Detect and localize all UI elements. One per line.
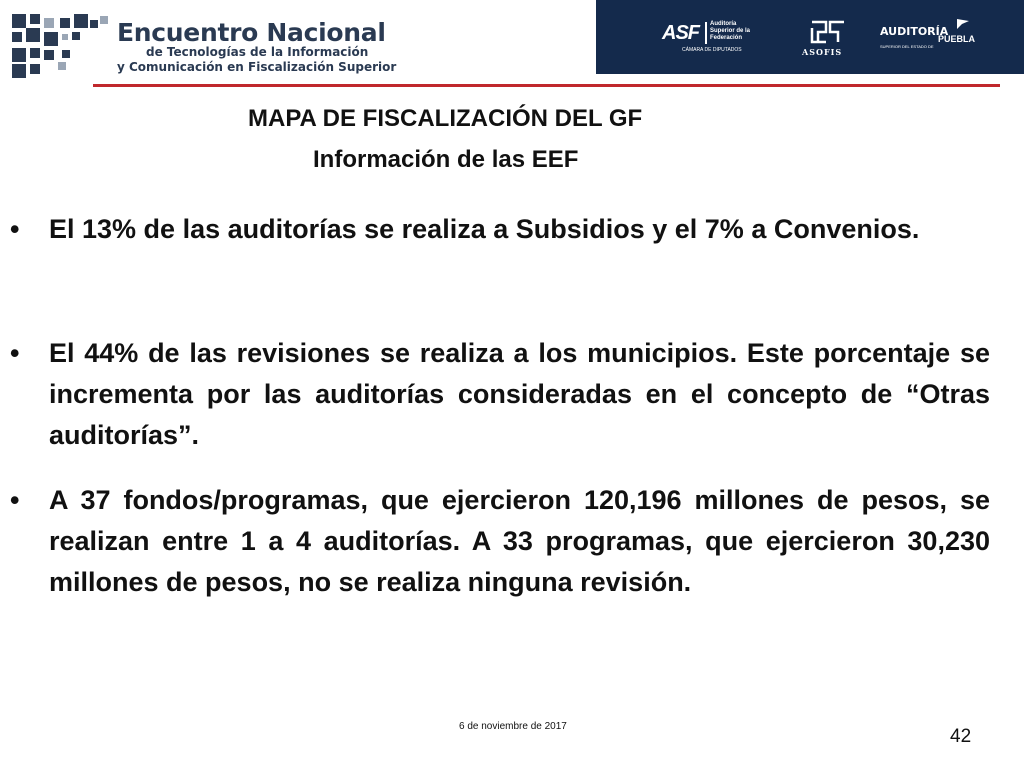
- event-title: Encuentro Nacional: [117, 18, 386, 47]
- asofis-label: ASOFIS: [802, 47, 843, 57]
- auditoria-sublabel: SUPERIOR DEL ESTADO DE: [880, 44, 934, 49]
- asofis-emblem-icon: [808, 18, 848, 46]
- bullet-marker: •: [10, 338, 20, 368]
- auditoria-label: AUDITORÍA: [880, 25, 949, 38]
- slide-title: MAPA DE FISCALIZACIÓN DEL GF: [248, 105, 643, 132]
- asf-chamber: CÁMARA DE DIPUTADOS: [682, 47, 742, 53]
- header-divider: [93, 84, 1000, 87]
- slide-subtitle: Información de las EEF: [313, 146, 579, 173]
- bullet-marker: •: [10, 214, 20, 244]
- bullet-item: [10, 480, 990, 603]
- flag-icon: [956, 18, 970, 30]
- event-subtitle-line-2: y Comunicación en Fiscalización Superior: [117, 60, 397, 74]
- auditoria-puebla-logo: [880, 22, 976, 49]
- bullet-marker: •: [10, 485, 20, 515]
- footer-date: 6 de noviembre de 2017: [459, 721, 567, 732]
- puebla-label: PUEBLA: [938, 34, 976, 44]
- asofis-logo: [798, 18, 854, 58]
- partner-logos-panel: [596, 0, 1024, 74]
- bullet-text: El 13% de las auditorías se realiza a Subsidios y el 7% a Convenios.: [49, 214, 920, 244]
- event-subtitle-line-1: de Tecnologías de la Información: [146, 45, 369, 59]
- asf-divider: [705, 22, 707, 44]
- bullet-item: [10, 333, 990, 456]
- event-logo-mark: [12, 14, 112, 78]
- asf-acronym: ASF: [662, 22, 699, 44]
- bullet-text: A 37 fondos/programas, que ejercieron 120,196 millones de pesos, se realizan entre 1 a 4 auditorías. A 33 programas, que ejercieron 30,230 millones de pesos, no se realiza ninguna revisión.: [49, 485, 990, 597]
- bullet-item: [10, 209, 990, 250]
- asf-name: Auditoría Superior de la Federación: [710, 21, 751, 41]
- page-number: 42: [950, 726, 972, 747]
- bullet-text: El 44% de las revisiones se realiza a los municipios. Este porcentaje se incrementa por las auditorías consideradas en el concepto de “Otras auditorías”.: [49, 338, 990, 450]
